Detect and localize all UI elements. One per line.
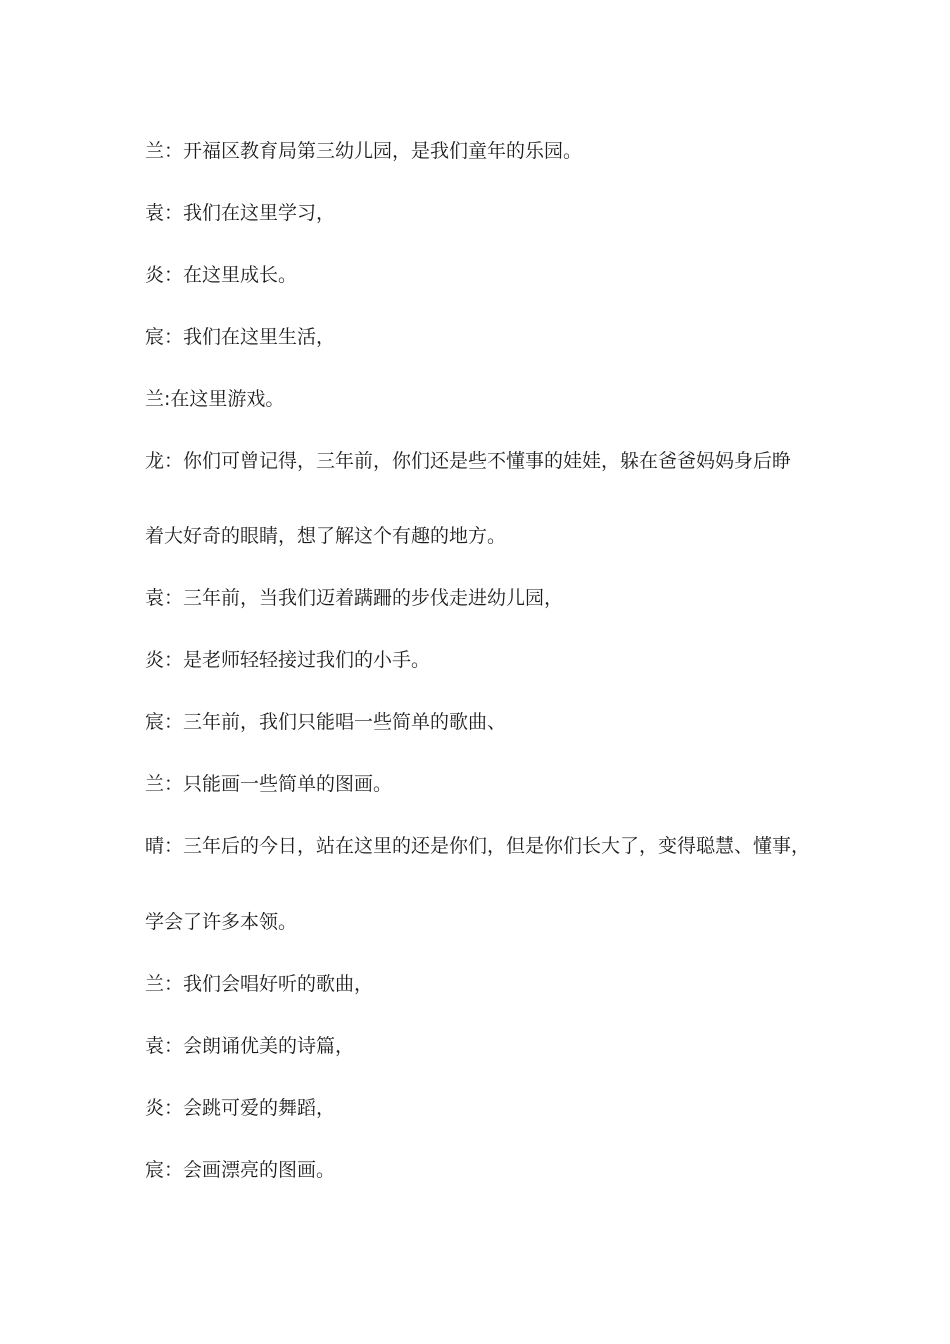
script-line: 兰:在这里游戏。 xyxy=(145,388,285,410)
script-line: 宸：会画漂亮的图画。 xyxy=(145,1159,336,1181)
script-line: 兰：只能画一些简单的图画。 xyxy=(145,773,393,795)
script-line: 兰：开福区教育局第三幼儿园，是我们童年的乐园。 xyxy=(145,140,583,162)
script-line: 兰：我们会唱好听的歌曲， xyxy=(145,973,374,995)
script-line-continuation: 着大好奇的眼睛，想了解这个有趣的地方。 xyxy=(145,525,507,547)
script-line: 晴：三年后的今日，站在这里的还是你们，但是你们长大了，变得聪慧、懂事， xyxy=(145,835,811,857)
script-line: 龙：你们可曾记得，三年前，你们还是些不懂事的娃娃，躲在爸爸妈妈身后睁 xyxy=(145,450,792,472)
script-line: 宸：我们在这里生活， xyxy=(145,326,336,348)
script-line: 炎：是老师轻轻接过我们的小手。 xyxy=(145,649,431,671)
script-line: 宸：三年前，我们只能唱一些简单的歌曲、 xyxy=(145,711,507,733)
script-line: 袁：三年前，当我们迈着蹒跚的步伐走进幼儿园， xyxy=(145,587,564,609)
script-line: 袁：会朗诵优美的诗篇， xyxy=(145,1035,355,1057)
script-line: 炎：会跳可爱的舞蹈， xyxy=(145,1097,336,1119)
script-line: 炎：在这里成长。 xyxy=(145,264,298,286)
script-line-continuation: 学会了许多本领。 xyxy=(145,911,298,933)
script-line: 袁：我们在这里学习， xyxy=(145,202,336,224)
